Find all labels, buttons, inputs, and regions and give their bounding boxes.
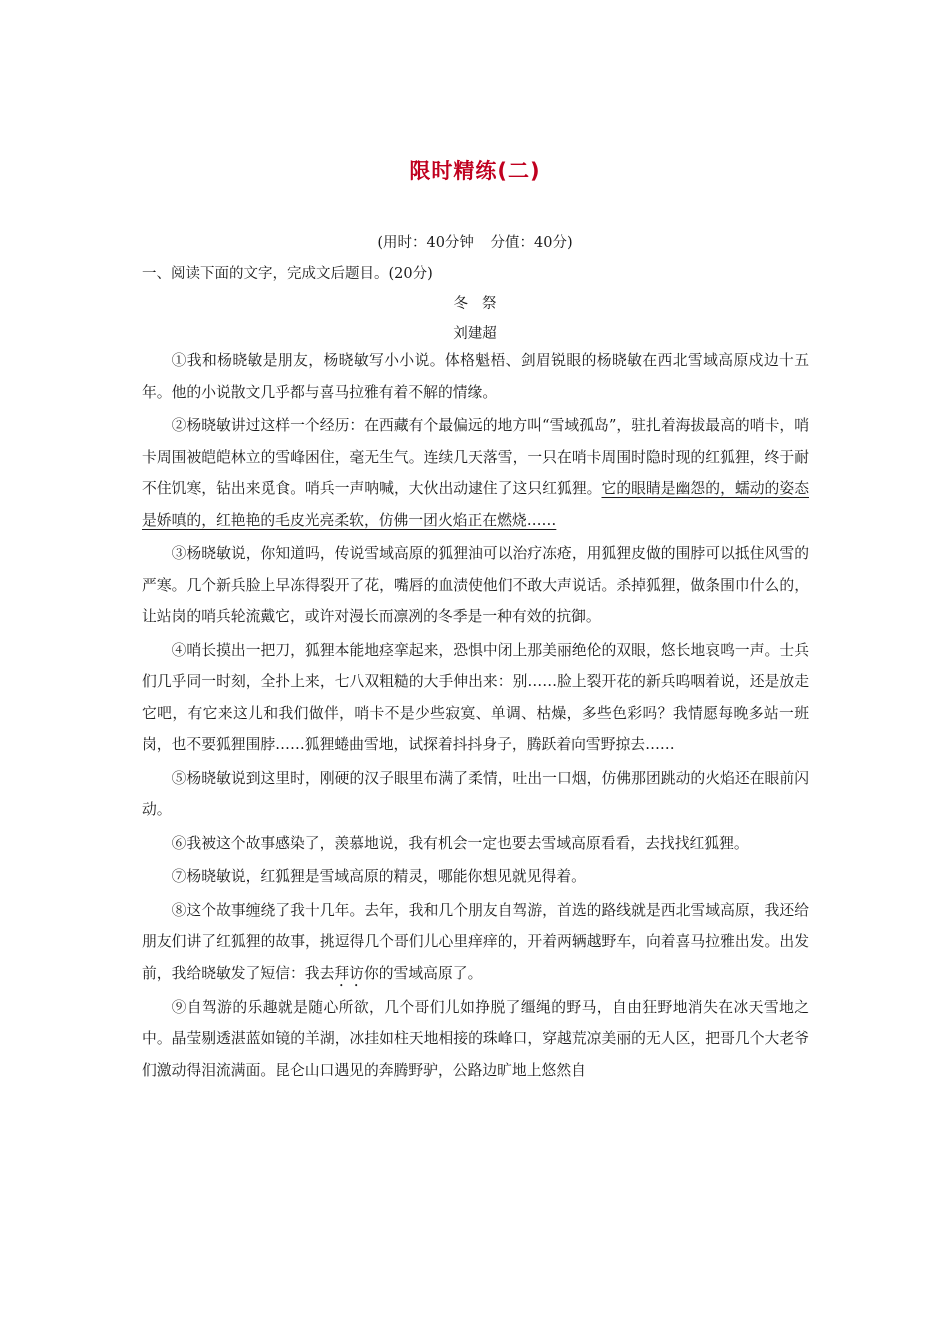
paragraph-5: ⑤杨晓敏说到这里时，刚硬的汉子眼里布满了柔情，吐出一口烟，仿佛那团跳动的火焰还在眼前闪动。	[142, 769, 809, 818]
dotted-word: 拜访	[334, 964, 364, 982]
paragraph-9: ⑨自驾游的乐趣就是随心所欲，几个哥们儿如挣脱了缰绳的野马，自由狂野地消失在冰天雪地之中。晶莹剔透湛蓝如镜的羊湖，冰挂如柱天地相接的珠峰口，穿越荒凉美丽的无人区，把哥几个大老爷们激动得泪流满面。昆仑山口遇见的奔腾野驴，公路边旷地上悠然自	[142, 998, 809, 1079]
paragraph-3: ③杨晓敏说，你知道吗，传说雪域高原的狐狸油可以治疗冻疮，用狐狸皮做的围脖可以抵住风雪的严寒。几个新兵脸上早冻得裂开了花，嘴唇的血渍使他们不敢大声说话。杀掉狐狸，做条围巾什么的，让站岗的哨兵轮流戴它，或许对漫长而凛冽的冬季是一种有效的抗御。	[142, 545, 809, 625]
story-author: 刘建超	[453, 326, 497, 342]
paragraph-2-text: ②杨晓敏讲过这样一个经历：在西藏有个最偏远的地方叫“雪域孤岛”，驻扎着海拔最高的哨卡，哨卡周围被皑皑林立的雪峰困住，毫无生气。连续几天落雪，一只在哨卡周围时隐时现的红狐狸，终于耐不住饥寒，钻出来觅食。哨兵一声呐喊，大伙出动逮住了这只红狐狸。	[142, 417, 809, 497]
paragraph-2	[142, 410, 809, 536]
paragraph-4: ④哨长摸出一把刀，狐狸本能地痉挛起来，恐惧中闭上那美丽绝伦的双眼，悠长地哀鸣一声。士兵们几乎同一时刻，全扑上来，七八双粗糙的大手伸出来：别……脸上裂开花的新兵呜咽着说，还是放走它吧，有它来这儿和我们做伴，哨卡不是少些寂寞、单调、枯燥，多些色彩吗？我情愿每晚多站一班岗，也不要狐狸围脖……狐狸蜷曲雪地，试探着抖抖身子，腾跃着向雪野掠去……	[142, 641, 809, 753]
paragraph-6: ⑥我被这个故事感染了，羡慕地说，我有机会一定也要去雪域高原看看，去找找红狐狸。	[171, 834, 749, 852]
paragraph-1: ①我和杨晓敏是朋友，杨晓敏写小小说。体格魁梧、剑眉锐眼的杨晓敏在西北雪域高原戍边十五年。他的小说散文几乎都与喜马拉雅有着不解的情缘。	[142, 352, 809, 401]
story-body	[142, 345, 809, 1088]
section-heading: 一、阅读下面的文字，完成文后题目。(20分)	[142, 266, 433, 282]
paragraph-8-text: ⑧这个故事缠绕了我十几年。去年，我和几个朋友自驾游，首选的路线就是西北雪域高原，我还给朋友们讲了红狐狸的故事，挑逗得几个哥们儿心里痒痒的，开着两辆越野车，向着喜马拉雅出发。出发前，我给晓敏发了短信：我去	[142, 901, 809, 982]
paragraph-8-end: 你的雪域高原了。	[363, 964, 483, 982]
paragraph-8	[142, 895, 809, 990]
story-title: 冬祭	[453, 296, 511, 312]
page-title: 限时精练(二)	[409, 159, 541, 183]
score-value: 分值：40分)	[490, 235, 573, 251]
time-score-info	[0, 231, 950, 252]
time-limit: (用时：40分钟	[377, 235, 474, 251]
paragraph-7: ⑦杨晓敏说，红狐狸是雪域高原的精灵，哪能你想见就见得着。	[171, 868, 586, 885]
underlined-sentence: 它的眼睛是幽怨的，蠕动的姿态是娇嗔的，红艳艳的毛皮光亮柔软，仿佛一团火焰正在燃烧……	[142, 480, 809, 529]
